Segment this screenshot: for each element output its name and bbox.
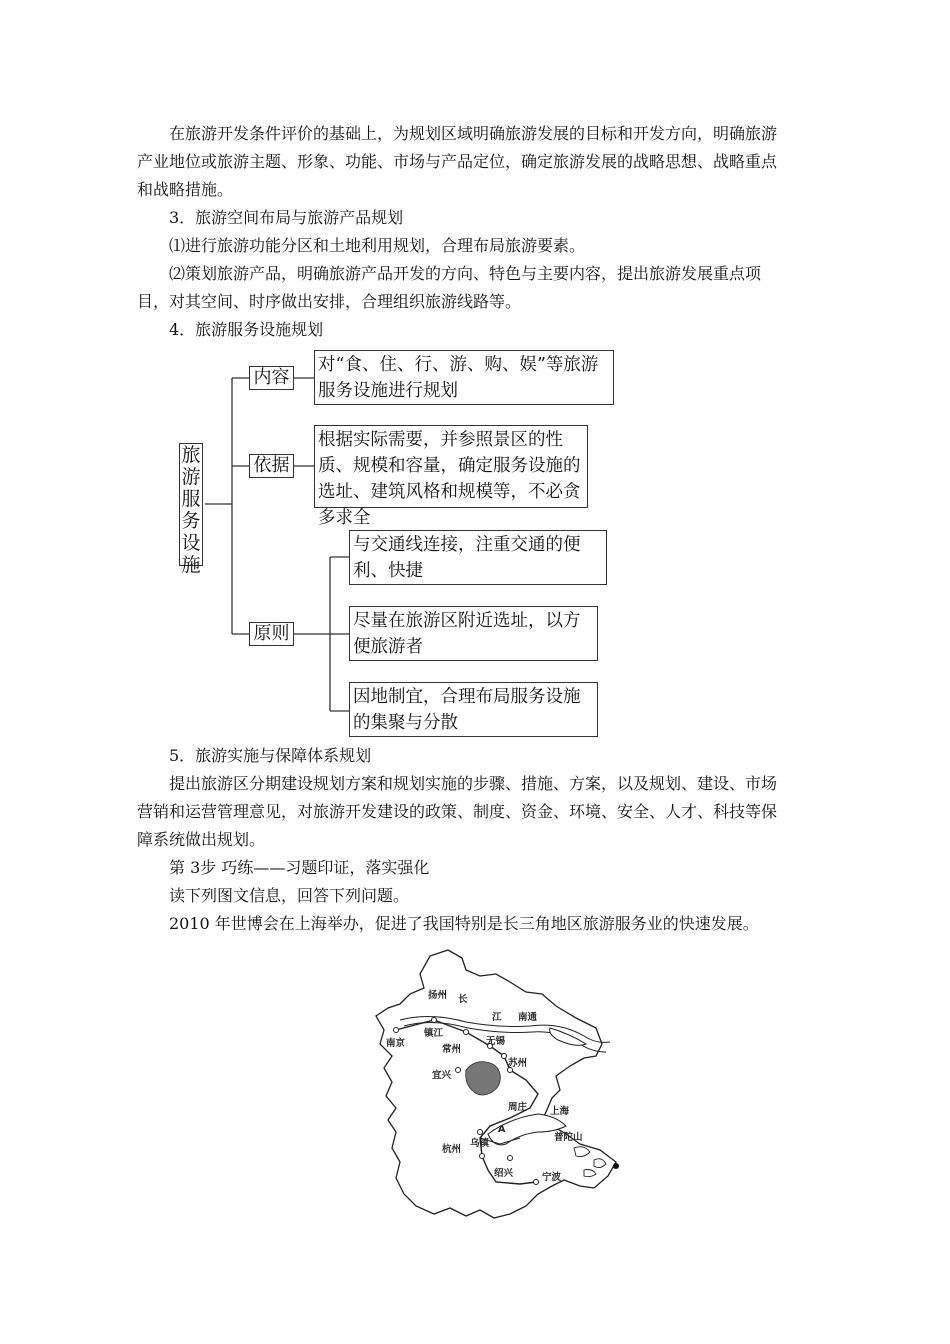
heading-4: 4．旅游服务设施规划	[169, 320, 324, 339]
step-3-heading: 第 3步 巧练——习题印证，落实强化	[169, 858, 430, 877]
map-label-hangzhou: 杭州	[442, 1144, 462, 1155]
paragraph-goal-line3: 和战略措施。	[137, 180, 234, 199]
box-principle-2: 尽量在旅游区附近选址，以方便旅游者	[349, 606, 598, 661]
paragraph-goal-line2: 产业地位或旅游主题、形象、功能、市场与产品定位，确定旅游发展的战略思想、战略重点	[137, 152, 778, 171]
box-basis: 根据实际需要，并参照景区的性质、规模和容量，确定服务设施的选址、建筑风格和规模等，不必贪多求全	[314, 425, 588, 508]
instruction-text: 读下列图文信息，回答下列问题。	[169, 886, 410, 905]
item-3-2-line2: 目，对其空间、时序做出安排，合理组织旅游线路等。	[137, 292, 522, 311]
map-label-ningbo: 宁波	[542, 1172, 562, 1183]
map-label-yangzhou: 扬州	[428, 990, 448, 1001]
paragraph-goal-line1: 在旅游开发条件评价的基础上，为规划区域明确旅游发展的目标和开发方向，明确旅游	[169, 124, 778, 143]
root-char: 设	[181, 532, 201, 554]
map-label-a: A	[498, 1124, 506, 1135]
paragraph-5-line3: 障系统做出规划。	[137, 830, 266, 849]
map-label-shaoxing: 绍兴	[494, 1168, 514, 1179]
diagram-root-tourism-facilities	[179, 443, 203, 576]
map-label-nanjing: 南京	[386, 1038, 406, 1049]
heading-3: 3．旅游空间布局与旅游产品规划	[169, 208, 404, 227]
box-principle-1: 与交通线连接，注重交通的便利、快捷	[349, 530, 607, 585]
map-label-chang: 长	[458, 994, 468, 1005]
label-content: 内容	[249, 366, 294, 390]
box-principle-3: 因地制宜，合理布局服务设施的集聚与分散	[349, 682, 598, 737]
yangtze-delta-map	[370, 948, 640, 1223]
box-content: 对“食、住、行、游、购、娱”等旅游服务设施进行规划	[314, 350, 614, 405]
paragraph-5-line1: 提出旅游区分期建设规划方案和规划实施的步骤、措施、方案，以及规划、建设、市场	[169, 774, 778, 793]
map-label-zhouzhuang: 周庄	[508, 1102, 528, 1113]
map-label-wuzhen: 乌镇	[470, 1138, 490, 1149]
map-label-wuxi: 无锡	[486, 1036, 506, 1047]
root-char: 服	[181, 488, 201, 510]
map-label-jiang: 江	[492, 1012, 502, 1023]
map-label-changzhou: 常州	[442, 1044, 462, 1055]
root-char: 务	[181, 510, 201, 532]
heading-5: 5．旅游实施与保障体系规划	[169, 746, 372, 765]
item-3-2-line1: ⑵策划旅游产品，明确旅游产品开发的方向、特色与主要内容，提出旅游发展重点项	[169, 264, 762, 283]
map-label-putuoshan: 普陀山	[554, 1132, 583, 1143]
expo-text: 2010 年世博会在上海举办，促进了我国特别是长三角地区旅游服务业的快速发展。	[169, 914, 759, 933]
label-principle: 原则	[249, 622, 294, 646]
root-char: 游	[181, 466, 201, 488]
map-label-nantong: 南通	[518, 1012, 538, 1023]
map-label-yixing: 宜兴	[432, 1070, 452, 1081]
item-3-1: ⑴进行旅游功能分区和土地利用规划，合理布局旅游要素。	[169, 236, 586, 255]
map-label-suzhou: 苏州	[508, 1058, 528, 1069]
label-basis: 依据	[249, 454, 294, 478]
map-label-zhenjiang: 镇江	[424, 1028, 444, 1039]
root-char: 旅	[181, 444, 201, 466]
map-label-shanghai: 上海	[550, 1106, 570, 1117]
paragraph-5-line2: 营销和运营管理意见，对旅游开发建设的政策、制度、资金、环境、安全、人才、科技等保	[137, 802, 778, 821]
root-char: 施	[181, 554, 201, 576]
